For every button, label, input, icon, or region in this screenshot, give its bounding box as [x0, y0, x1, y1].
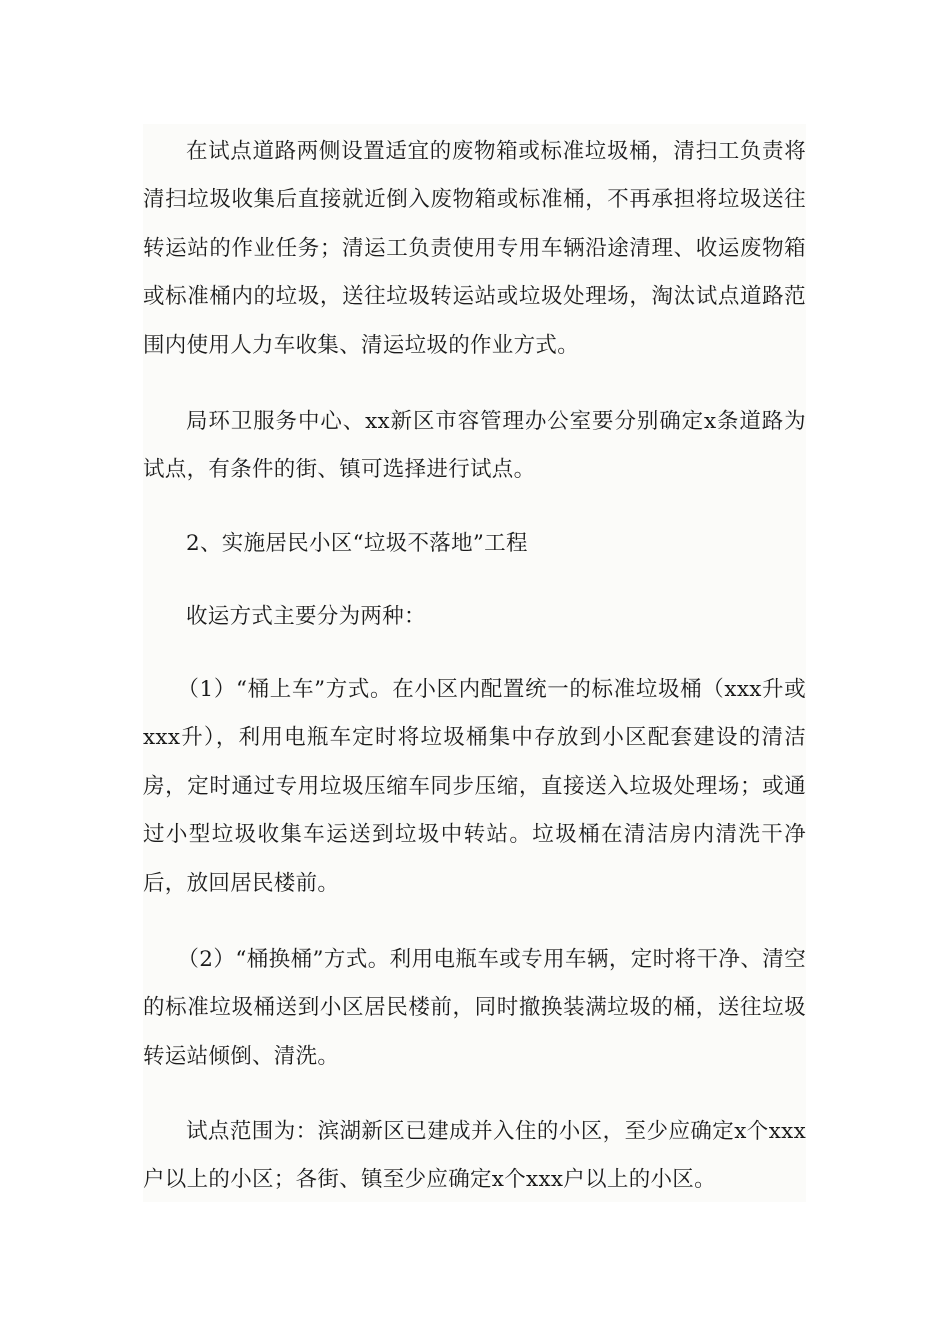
paragraph-pilot-roads: 局环卫服务中心、xx新区市容管理办公室要分别确定x条道路为试点，有条件的街、镇可选择进行试点。: [143, 409, 806, 483]
paragraph-method-bin-to-truck: （1）“桶上车”方式。在小区内配置统一的标准垃圾桶（xxx升或xxx升），利用电瓶车定时将垃圾桶集中存放到小区配套建设的清洁房，定时通过专用垃圾压缩车同步压缩，直接送入垃圾处理场；或通过小型垃圾收集车运送到垃圾中转站。垃圾桶在清洁房内清洗干净后，放回居民楼前。: [143, 677, 806, 896]
section-heading-community-project: 2、实施居民小区“垃圾不落地”工程: [186, 531, 528, 556]
document-body: [143, 124, 806, 1202]
paragraph-collection-methods-intro: 收运方式主要分为两种：: [186, 604, 426, 629]
paragraph-pilot-scope: 试点范围为：滨湖新区已建成并入住的小区，至少应确定x个xxx户以上的小区；各街、镇至少应确定x个xxx户以上的小区。: [143, 1119, 806, 1193]
paragraph-road-bins: 在试点道路两侧设置适宜的废物箱或标准垃圾桶，清扫工负责将清扫垃圾收集后直接就近倒入废物箱或标准桶，不再承担将垃圾送往转运站的作业任务；清运工负责使用专用车辆沿途清理、收运废物箱或标准桶内的垃圾，送往垃圾转运站或垃圾处理场，淘汰试点道路范围内使用人力车收集、清运垃圾的作业方式。: [143, 139, 806, 358]
paragraph-method-bin-swap: （2）“桶换桶”方式。利用电瓶车或专用车辆，定时将干净、清空的标准垃圾桶送到小区居民楼前，同时撤换装满垃圾的桶，送往垃圾转运站倾倒、清洗。: [143, 947, 806, 1069]
